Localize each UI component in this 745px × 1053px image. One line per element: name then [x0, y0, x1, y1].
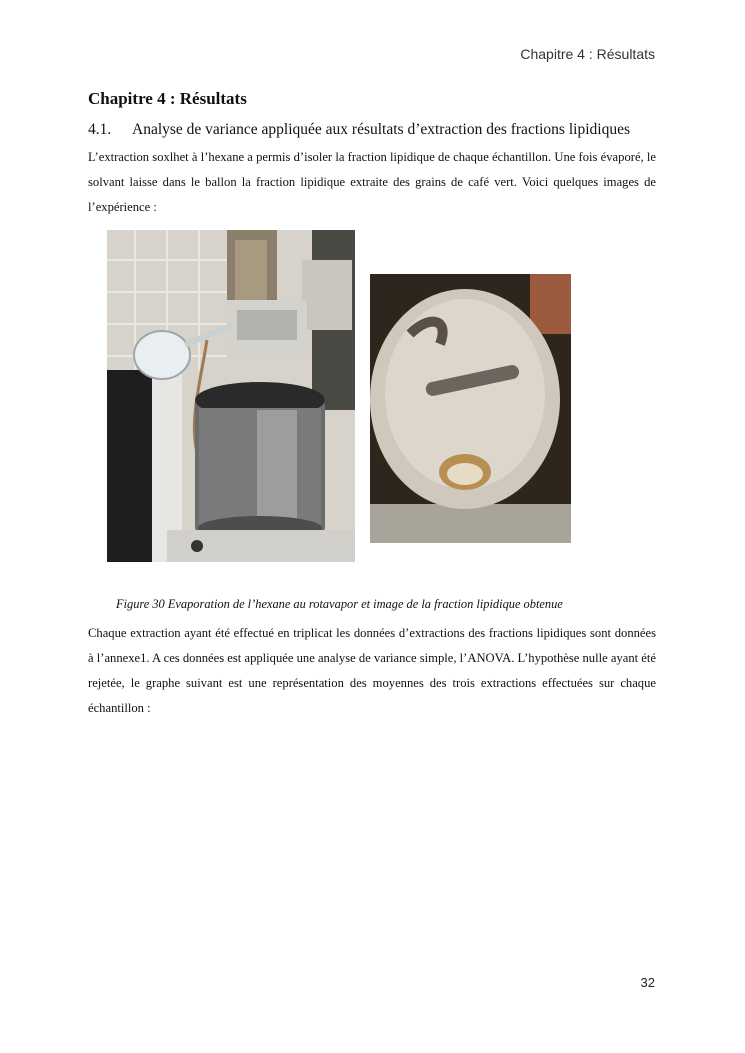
running-header: Chapitre 4 : Résultats — [520, 46, 655, 62]
lipid-fraction-photo — [370, 274, 571, 543]
page-number: 32 — [640, 975, 655, 990]
section-heading — [88, 121, 658, 139]
figure-caption: Figure 30 Evaporation de l’hexane au rotavapor et image de la fraction lipidique obtenue — [116, 597, 563, 611]
intro-paragraph: L’extraction soxlhet à l’hexane a permis d’isoler la fraction lipidique de chaque échantillon. Une fois évaporé, le solvant laisse dans le ballon la fraction lipidique extraite des grains de café vert. Voici quelques images de l’expérience : — [88, 150, 656, 214]
section-number: 4.1. — [88, 121, 112, 138]
rotavapor-photo — [107, 230, 355, 562]
chapter-title: Chapitre 4 : Résultats — [88, 89, 247, 108]
section-title: Analyse de variance appliquée aux résultats d’extraction des fractions lipidiques — [132, 121, 630, 138]
anova-paragraph: Chaque extraction ayant été effectué en triplicat les données d’extractions des fractions lipidiques sont données à l’annexe1. A ces données est appliquée une analyse de variance simple, l’ANOVA. L’hypothèse nulle ayant été rejetée, le graphe suivant est une représentation des moyennes des trois extractions effectuées sur chaque échantillon : — [88, 626, 656, 715]
